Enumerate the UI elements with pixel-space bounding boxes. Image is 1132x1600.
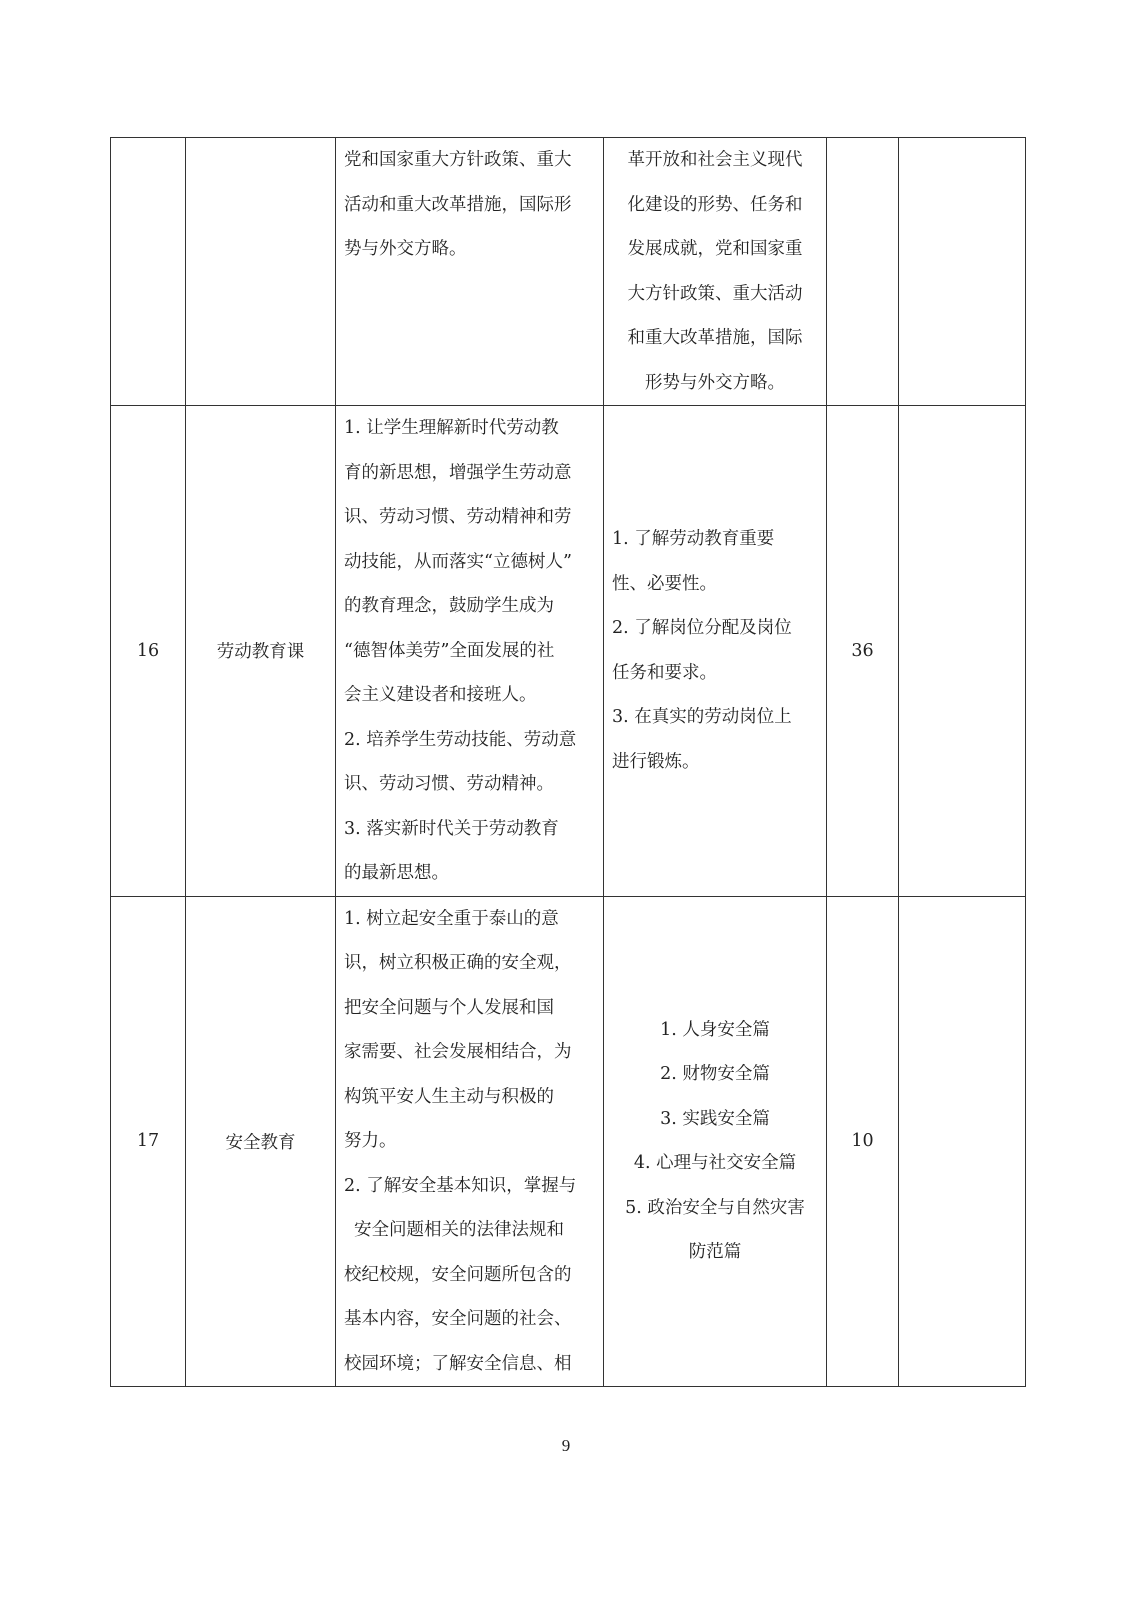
remarks-cell [899, 138, 1026, 406]
objective-line: 党和国家重大方针政策、重大 [344, 150, 572, 170]
objective-line: 2. 了解安全基本知识，掌握与 [344, 1175, 577, 1196]
objective-line: “德智体美劳”全面发展的社 [344, 640, 555, 661]
content-line: 1. 了解劳动教育重要 [612, 529, 775, 550]
objective-line: 的教育理念，鼓励学生成为 [344, 596, 554, 616]
content-line: 化建设的形势、任务和 [627, 194, 803, 215]
objective-line: 识、劳动习惯、劳动精神和劳 [344, 507, 572, 527]
objective-line: 安全问题相关的法律法规和 [354, 1220, 564, 1240]
objective-line: 校纪校规，安全问题所包含的 [344, 1264, 572, 1285]
table-row [111, 406, 1026, 897]
content-line: 性、必要性。 [612, 573, 717, 594]
content-line: 任务和要求。 [612, 662, 717, 683]
objective-line: 识，树立积极正确的安全观， [344, 953, 572, 973]
objectives-cell [336, 138, 604, 406]
objective-line: 3. 落实新时代关于劳动教育 [344, 818, 559, 839]
content-line: 4. 心理与社交安全篇 [633, 1153, 797, 1174]
row-index [111, 138, 186, 406]
objective-line: 1. 让学生理解新时代劳动教 [344, 418, 559, 438]
row-index: 16 [111, 406, 186, 897]
objective-line: 把安全问题与个人发展和国 [344, 997, 554, 1018]
content-line: 革开放和社会主义现代 [627, 150, 803, 170]
objective-line: 识、劳动习惯、劳动精神。 [344, 774, 554, 794]
content-line: 和重大改革措施，国际 [627, 328, 803, 348]
content-line: 发展成就，党和国家重 [627, 239, 803, 259]
objective-line: 会主义建设者和接班人。 [344, 685, 537, 705]
remarks-cell [899, 896, 1026, 1387]
objective-line: 1. 树立起安全重于泰山的意 [344, 908, 559, 929]
content-line: 1. 人身安全篇 [660, 1019, 770, 1040]
content-line: 大方针政策、重大活动 [627, 283, 803, 304]
content-line: 2. 了解岗位分配及岗位 [612, 618, 792, 639]
content-line: 形势与外交方略。 [645, 372, 785, 393]
objective-line: 活动和重大改革措施，国际形 [344, 194, 572, 215]
objective-line: 动技能，从而落实“立德树人” [344, 551, 572, 572]
content-cell [604, 896, 827, 1387]
page-number: 9 [561, 1436, 571, 1455]
objective-line: 势与外交方略。 [344, 239, 467, 259]
objective-line: 2. 培养学生劳动技能、劳动意 [344, 729, 577, 750]
content-line: 2. 财物安全篇 [660, 1064, 770, 1085]
content-line: 3. 实践安全篇 [660, 1108, 770, 1129]
objective-line: 家需要、社会发展相结合，为 [344, 1042, 572, 1062]
course-table [110, 137, 1026, 1387]
objective-line: 努力。 [344, 1131, 397, 1151]
course-name: 劳动教育课 [186, 406, 336, 897]
content-line: 防范篇 [688, 1242, 742, 1263]
content-cell [604, 138, 827, 406]
content-line: 5. 政治安全与自然灾害 [625, 1197, 805, 1218]
objective-line: 育的新思想，增强学生劳动意 [344, 462, 572, 483]
hours-cell: 36 [827, 406, 899, 897]
remarks-cell [899, 406, 1026, 897]
course-name: 安全教育 [186, 896, 336, 1387]
hours-cell [827, 138, 899, 406]
content-cell [604, 406, 827, 897]
table-row [111, 138, 1026, 406]
objective-line: 校园环境；了解安全信息、相 [344, 1353, 572, 1374]
content-line: 进行锻炼。 [612, 751, 700, 772]
objectives-cell [336, 896, 604, 1387]
objective-line: 基本内容，安全问题的社会、 [344, 1309, 572, 1329]
objective-line: 的最新思想。 [344, 863, 449, 883]
objectives-cell [336, 406, 604, 897]
table-row [111, 896, 1026, 1387]
row-index: 17 [111, 896, 186, 1387]
content-line: 3. 在真实的劳动岗位上 [612, 707, 792, 728]
hours-cell: 10 [827, 896, 899, 1387]
objective-line: 构筑平安人生主动与积极的 [344, 1086, 554, 1107]
course-name [186, 138, 336, 406]
